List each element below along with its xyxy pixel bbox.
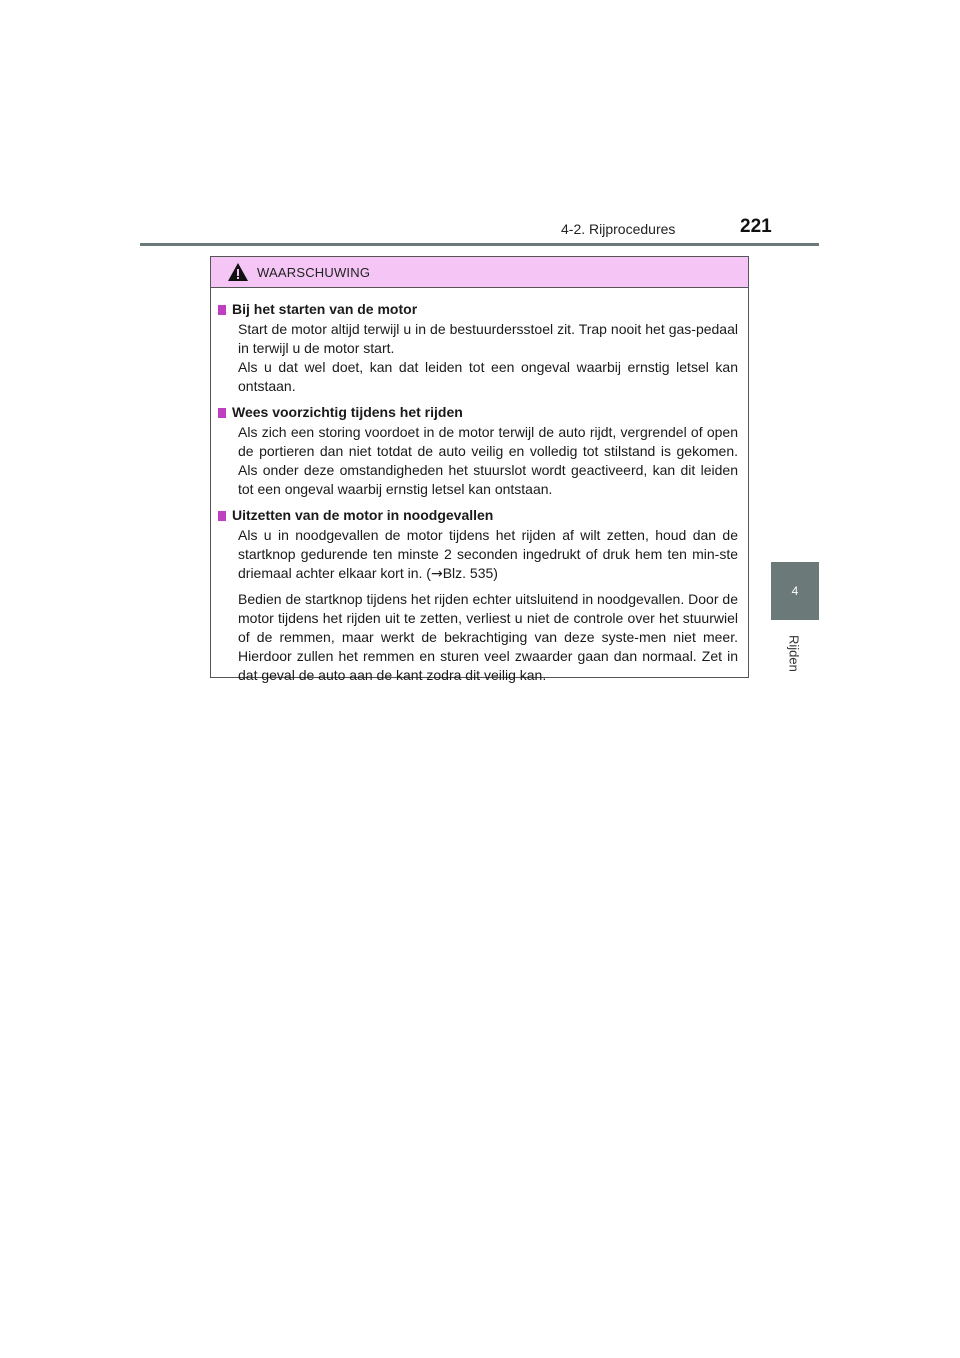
paragraph: Als u dat wel doet, kan dat leiden tot een ongeval waarbij ernstig letsel kan ontstaan.: [238, 359, 738, 394]
bullet-square-icon: [218, 408, 226, 418]
section-heading: Uitzetten van de motor in noodgevallen: [218, 506, 738, 525]
warning-header: [211, 257, 748, 288]
warning-section-starting: [218, 300, 738, 396]
page-number: 221: [740, 216, 772, 237]
header-divider: [140, 243, 819, 246]
section-heading: Bij het starten van de motor: [218, 300, 738, 319]
arrow-right-icon: →: [430, 566, 443, 582]
warning-section-emergency: [218, 506, 738, 685]
paragraph: Als zich een storing voordoet in de motor terwijl de auto rijdt, vergrendel of open de portieren dan niet totdat de auto veilig en volledig tot stilstand is gekomen. Als onder deze omstandigheden het stuurslot wordt geactiveerd, kan dit leiden tot een ongeval waarbij ernstig letsel kan ontstaan.: [238, 424, 738, 497]
paragraph: Bedien de startknop tijdens het rijden echter uitsluitend in noodgevallen. Door de motor tijdens het rijden uit te zetten, verliest u niet de controle over het stuurwiel of de remmen, maar werkt de bekrachtiging van deze syste-men niet meer. Hierdoor zullen het remmen en sturen veel zwaarder gaan dan normaal. Zet in dat geval de auto aan de kant zodra dit veilig kan.: [238, 591, 738, 683]
warning-title: WAARSCHUWING: [257, 264, 371, 280]
bullet-square-icon: [218, 305, 226, 315]
page-reference-link[interactable]: Blz. 535: [442, 565, 494, 581]
warning-triangle-icon: [227, 262, 249, 282]
chapter-tab: [771, 562, 819, 620]
bullet-square-icon: [218, 511, 226, 521]
warning-box: [210, 256, 749, 683]
paragraph: Start de motor altijd terwijl u in de bestuurdersstoel zit. Trap nooit het gas-pedaal in terwijl u de motor start.: [238, 321, 738, 356]
paragraph: Als u in noodgevallen de motor tijdens het rijden af wilt zetten, houd dan de startknop gedurende ten minste 2 seconden ingedrukt of druk hem ten min-ste driemaal achter elkaar kort in. (→Blz. 535): [238, 527, 738, 582]
section-title: 4-2. Rijprocedures: [561, 221, 676, 237]
chapter-label: Rijden: [786, 634, 802, 672]
section-heading: Wees voorzichtig tijdens het rijden: [218, 403, 738, 422]
chapter-number: 4: [791, 584, 799, 598]
warning-body: [211, 288, 748, 685]
warning-section-driving: [218, 403, 738, 499]
